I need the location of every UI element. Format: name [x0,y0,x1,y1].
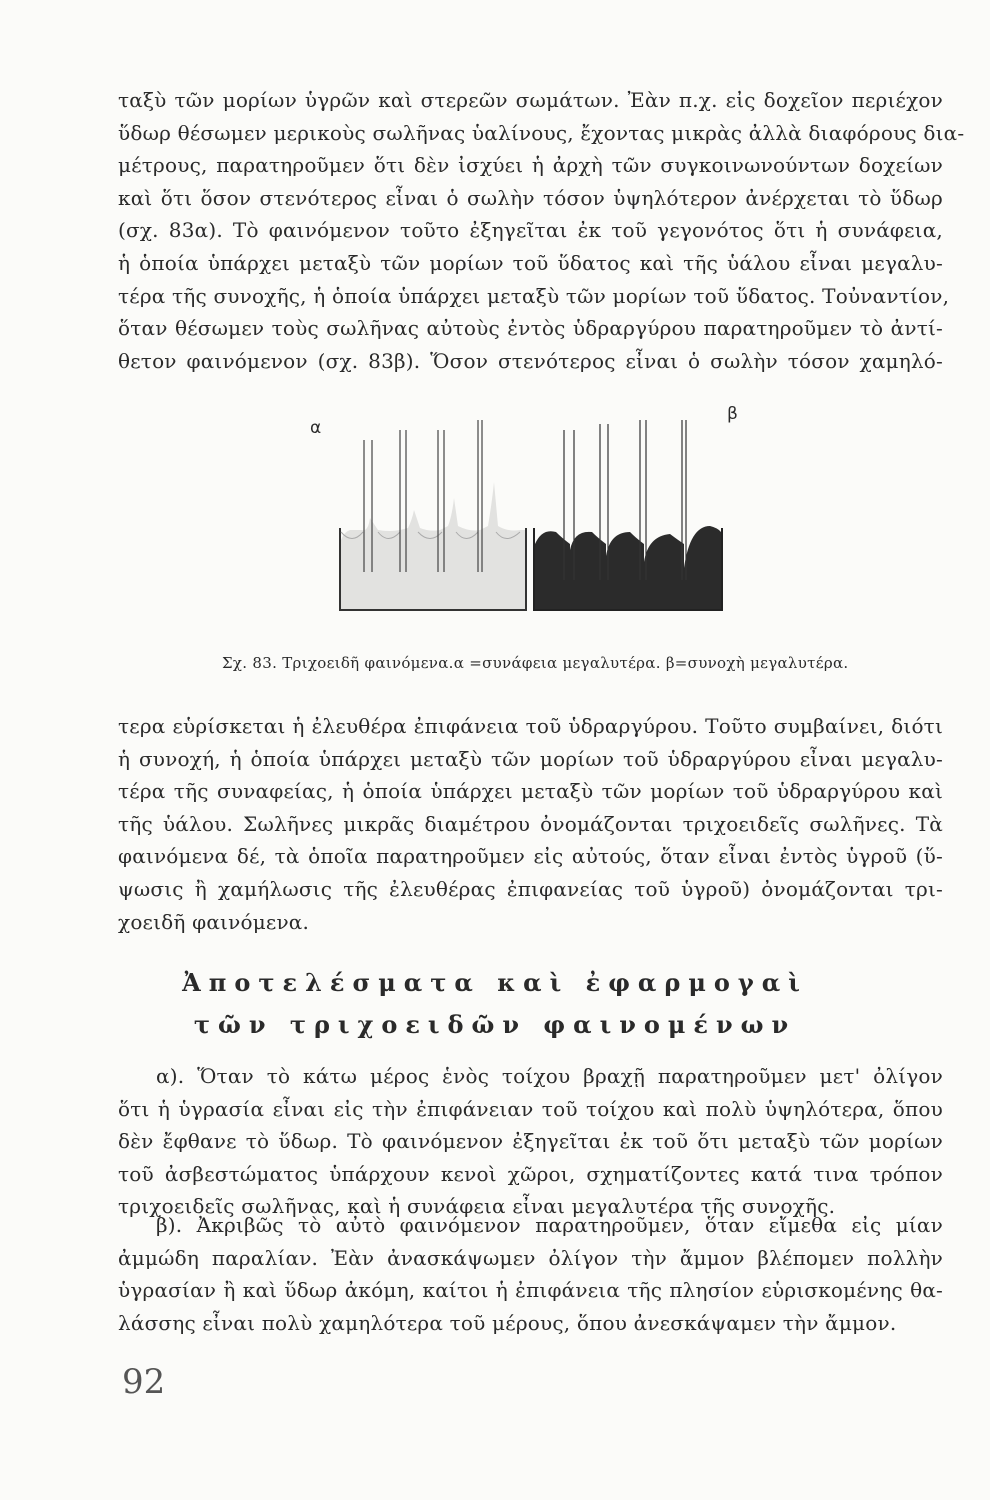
text-line: τριχοειδεῖς σωλῆνας, καὶ ἡ συνάφεια εἶναι μεγαλυτέρα τῆς συνοχῆς. [118,1194,836,1219]
text-line: δὲν ἔφθανε τὸ ὕδωρ. Τὸ φαινόμενον ἐξηγεῖται ἐκ τοῦ ὅτι μεταξὺ τῶν μορίων [118,1129,943,1154]
text-line: τερα εὑρίσκεται ἡ ἐλευθέρα ἐπιφάνεια τοῦ ὑδραργύρου. Τοῦτο συμβαίνει, διότι [118,714,943,738]
paragraph-wall-example [118,1060,943,1223]
paragraph-beach-example [118,1209,943,1339]
section-heading-line2: τῶν τριχοειδῶν φαινομένων [193,1010,797,1039]
text-line: ὕδωρ θέσωμεν μερικοὺς σωλῆνας ὑαλίνους, ἔχοντας μικρὰς ἀλλὰ διαφόρους δια- [118,120,965,145]
text-line: τοῦ ἀσβεστώματος ὑπάρχουν κενοὶ χῶροι, σχηματίζοντες κατά τινα τρόπον [118,1161,943,1186]
mercury-fill [535,526,721,609]
text-line: τέρα τῆς συνοχῆς, ἡ ὁποία ὑπάρχει μεταξὺ τῶν μορίων τοῦ ὕδατος. Τοὐναντίον, [118,283,950,308]
capillary-tubes-figure [330,420,730,620]
text-line: τῆς ὑάλου. Σωλῆνες μικρᾶς διαμέτρου ὀνομάζονται τριχοειδεῖς σωλῆνες. Τὰ [118,811,943,836]
text-line: β). Ἀκριβῶς τὸ αὐτὸ φαινόμενον παρατηροῦμεν, ὅταν εἴμεθα εἰς μίαν [156,1213,943,1237]
text-line: μέτρους, παρατηροῦμεν ὅτι δὲν ἰσχύει ἡ ἀρχὴ τῶν συγκοινωνούντων δοχείων [118,153,943,178]
text-line: ὑγρασίαν ἢ καὶ ὕδωρ ἀκόμη, καίτοι ἡ ἐπιφάνεια τῆς πλησίον εὑρισκομένης θα- [118,1278,943,1303]
mercury-container [534,526,722,610]
text-line: ὅταν θέσωμεν τοὺς σωλῆνας αὐτοὺς ἐντὸς ὑδραργύρου παρατηροῦμεν τὸ ἀντί- [118,316,943,341]
water-fill [341,482,525,609]
text-line: καὶ ὅτι ὅσον στενότερος εἶναι ὁ σωλὴν τόσον ὑψηλότερον ἀνέρχεται τὸ ὕδωρ [118,185,943,210]
paragraph-mercury-explanation [118,710,943,938]
text-line: ἡ ὁποία ὑπάρχει μεταξὺ τῶν μορίων τοῦ ὕδατος καὶ τῆς ὑάλου εἶναι μεγαλυ- [118,250,943,275]
text-line: ἀμμώδη παραλίαν. Ἐὰν ἀνασκάψωμεν ὀλίγον τὴν ἄμμον βλέπομεν πολλὴν [118,1245,943,1270]
figure-label-beta: β [727,404,738,424]
text-line: λάσσης εἶναι πολὺ χαμηλότερα τοῦ μέρους, ὅπου ἀνεσκάψαμεν τὴν ἄμμον. [118,1310,897,1335]
text-line: ταξὺ τῶν μορίων ὑγρῶν καὶ στερεῶν σωμάτων. Ἐὰν π.χ. εἰς δοχεῖον περιέχον [118,88,943,112]
text-line: ὅτι ἡ ὑγρασία εἶναι εἰς τὴν ἐπιφάνειαν τοῦ τοίχου καὶ πολὺ ὑψηλότερα, ὅπου [118,1096,943,1121]
text-line: (σχ. 83α). Τὸ φαινόμενον τοῦτο ἐξηγεῖται ἐκ τοῦ γεγονότος ὅτι ἡ συνάφεια, [118,218,943,243]
paragraph-capillarity-intro [118,84,965,377]
page-number: 92 [122,1362,166,1402]
figure-label-alpha: α [310,418,322,438]
text-line: φαινόμενα δέ, τὰ ὁποῖα παρατηροῦμεν εἰς αὐτούς, ὅταν εἶναι ἐντὸς ὑγροῦ (ὕ- [118,844,943,869]
text-line: α). Ὅταν τὸ κάτω μέρος ἑνὸς τοίχου βραχῇ παρατηροῦμεν μετ' ὀλίγον [156,1064,943,1088]
text-line: ψωσις ἢ χαμήλωσις τῆς ἐλευθέρας ἐπιφανείας τοῦ ὑγροῦ) ὀνομάζονται τρι- [118,876,943,901]
section-heading-line1: Ἀποτελέσματα καὶ ἐφαρμογαὶ [182,968,808,997]
text-line: θετον φαινόμενον (σχ. 83β). Ὅσον στενότερος εἶναι ὁ σωλὴν τόσον χαμηλό- [118,348,943,373]
text-line: χοειδῆ φαινόμενα. [118,909,310,934]
figure-caption: Σχ. 83. Τριχοειδῆ φαινόμενα.α =συνάφεια μεγαλυτέρα. β=συνοχὴ μεγαλυτέρα. [222,654,849,672]
text-line: ἡ συνοχή, ἡ ὁποία ὑπάρχει μεταξὺ τῶν μορίων τοῦ ὑδραργύρου εἶναι μεγαλυ- [118,746,943,771]
text-line: τέρα τῆς συναφείας, ἡ ὁποία ὑπάρχει μεταξὺ τῶν μορίων τοῦ ὑδραργύρου καὶ [118,779,943,804]
water-container [340,482,526,610]
